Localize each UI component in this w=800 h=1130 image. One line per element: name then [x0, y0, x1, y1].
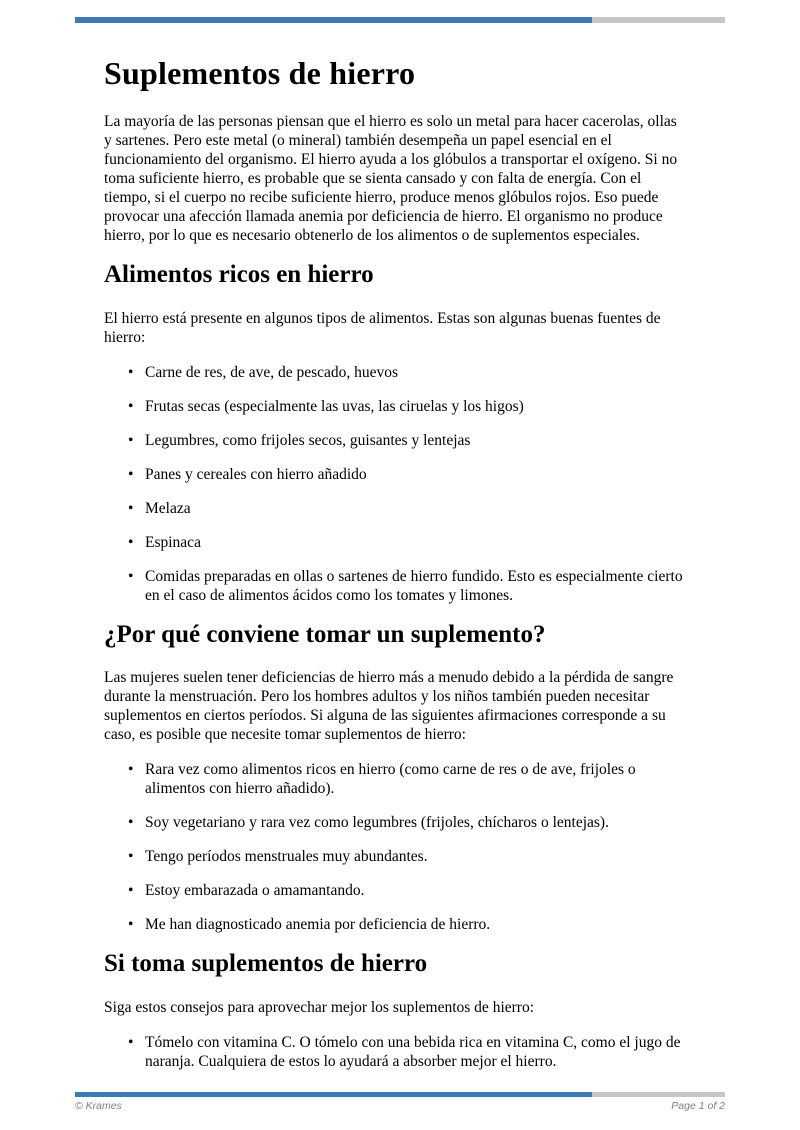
bullet-list [104, 1033, 688, 1071]
section-lead: Siga estos consejos para aprovechar mejor los suplementos de hierro: [104, 999, 535, 1017]
list-item: • Legumbres, como frijoles secos, guisantes y lentejas [145, 431, 688, 450]
footer-copyright: © Krames [75, 1100, 122, 1112]
intro-paragraph: La mayoría de las personas piensan que el hierro es solo un metal para hacer cacerolas, ollas y sartenes. Pero este metal (o mineral) también desempeña un papel esencial en el funcionamiento del organismo. El hierro ayuda a los glóbulos a transportar el oxígeno. Si no toma suficiente hierro, es probable que se sienta cansado y con falta de energía. Con el tiempo, si el cuerpo no recibe suficiente hierro, produce menos glóbulos rojos. Eso puede provocar una afección llamada anemia por deficiencia de hierro. El organismo no produce hierro, por lo que es necesario obtenerlo de los alimentos o de suplementos especiales. [104, 112, 678, 244]
bullet-list [104, 760, 688, 934]
footer-rule-gray-segment [592, 1092, 725, 1097]
section-heading: Si toma suplementos de hierro [104, 950, 428, 978]
footer-text-row [75, 1100, 725, 1112]
list-item: • Tómelo con vitamina C. O tómelo con una bebida rica en vitamina C, como el jugo de naranja. Cualquiera de estos lo ayudará a absorber mejor el hierro. [145, 1033, 688, 1071]
list-item: • Soy vegetariano y rara vez como legumbres (frijoles, chícharos o lentejas). [145, 813, 688, 832]
section-alimentos-ricos [104, 261, 688, 605]
list-item: • Panes y cereales con hierro añadido [145, 465, 688, 484]
page-title: Suplementos de hierro [104, 55, 416, 91]
list-item: • Estoy embarazada o amamantando. [145, 881, 688, 900]
list-item: • Melaza [145, 499, 688, 518]
list-item: • Comidas preparadas en ollas o sartenes de hierro fundido. Esto es especialmente cierto en el caso de alimentos ácidos como los tomates y limones. [145, 567, 688, 605]
section-heading: Alimentos ricos en hierro [104, 260, 374, 288]
section-por-que-suplemento [104, 621, 688, 935]
list-item: • Carne de res, de ave, de pescado, huevos [145, 363, 688, 382]
list-item: • Rara vez como alimentos ricos en hierro (como carne de res o de ave, frijoles o alimentos con hierro añadido). [145, 760, 688, 798]
list-item: • Frutas secas (especialmente las uvas, las ciruelas y los higos) [145, 397, 688, 416]
section-lead: El hierro está presente en algunos tipos de alimentos. Estas son algunas buenas fuentes de hierro: [104, 309, 661, 346]
bullet-list [104, 363, 688, 605]
footer-rule-accent-segment [75, 1092, 592, 1097]
section-heading: ¿Por qué conviene tomar un suplemento? [104, 620, 546, 648]
list-item: • Tengo períodos menstruales muy abundantes. [145, 847, 688, 866]
footer-rule [75, 1092, 725, 1097]
document-content [104, 0, 688, 1087]
section-si-toma-suplementos [104, 950, 688, 1071]
list-item: • Espinaca [145, 533, 688, 552]
footer-page-number: Page 1 of 2 [671, 1100, 725, 1112]
list-item: • Me han diagnosticado anemia por deficiencia de hierro. [145, 915, 688, 934]
section-lead: Las mujeres suelen tener deficiencias de hierro más a menudo debido a la pérdida de sangre durante la menstruación. Pero los hombres adultos y los niños también pueden necesitar suplementos en ciertos períodos. Si alguna de las siguientes afirmaciones corresponde a su caso, es posible que necesite tomar suplementos de hierro: [104, 669, 674, 744]
